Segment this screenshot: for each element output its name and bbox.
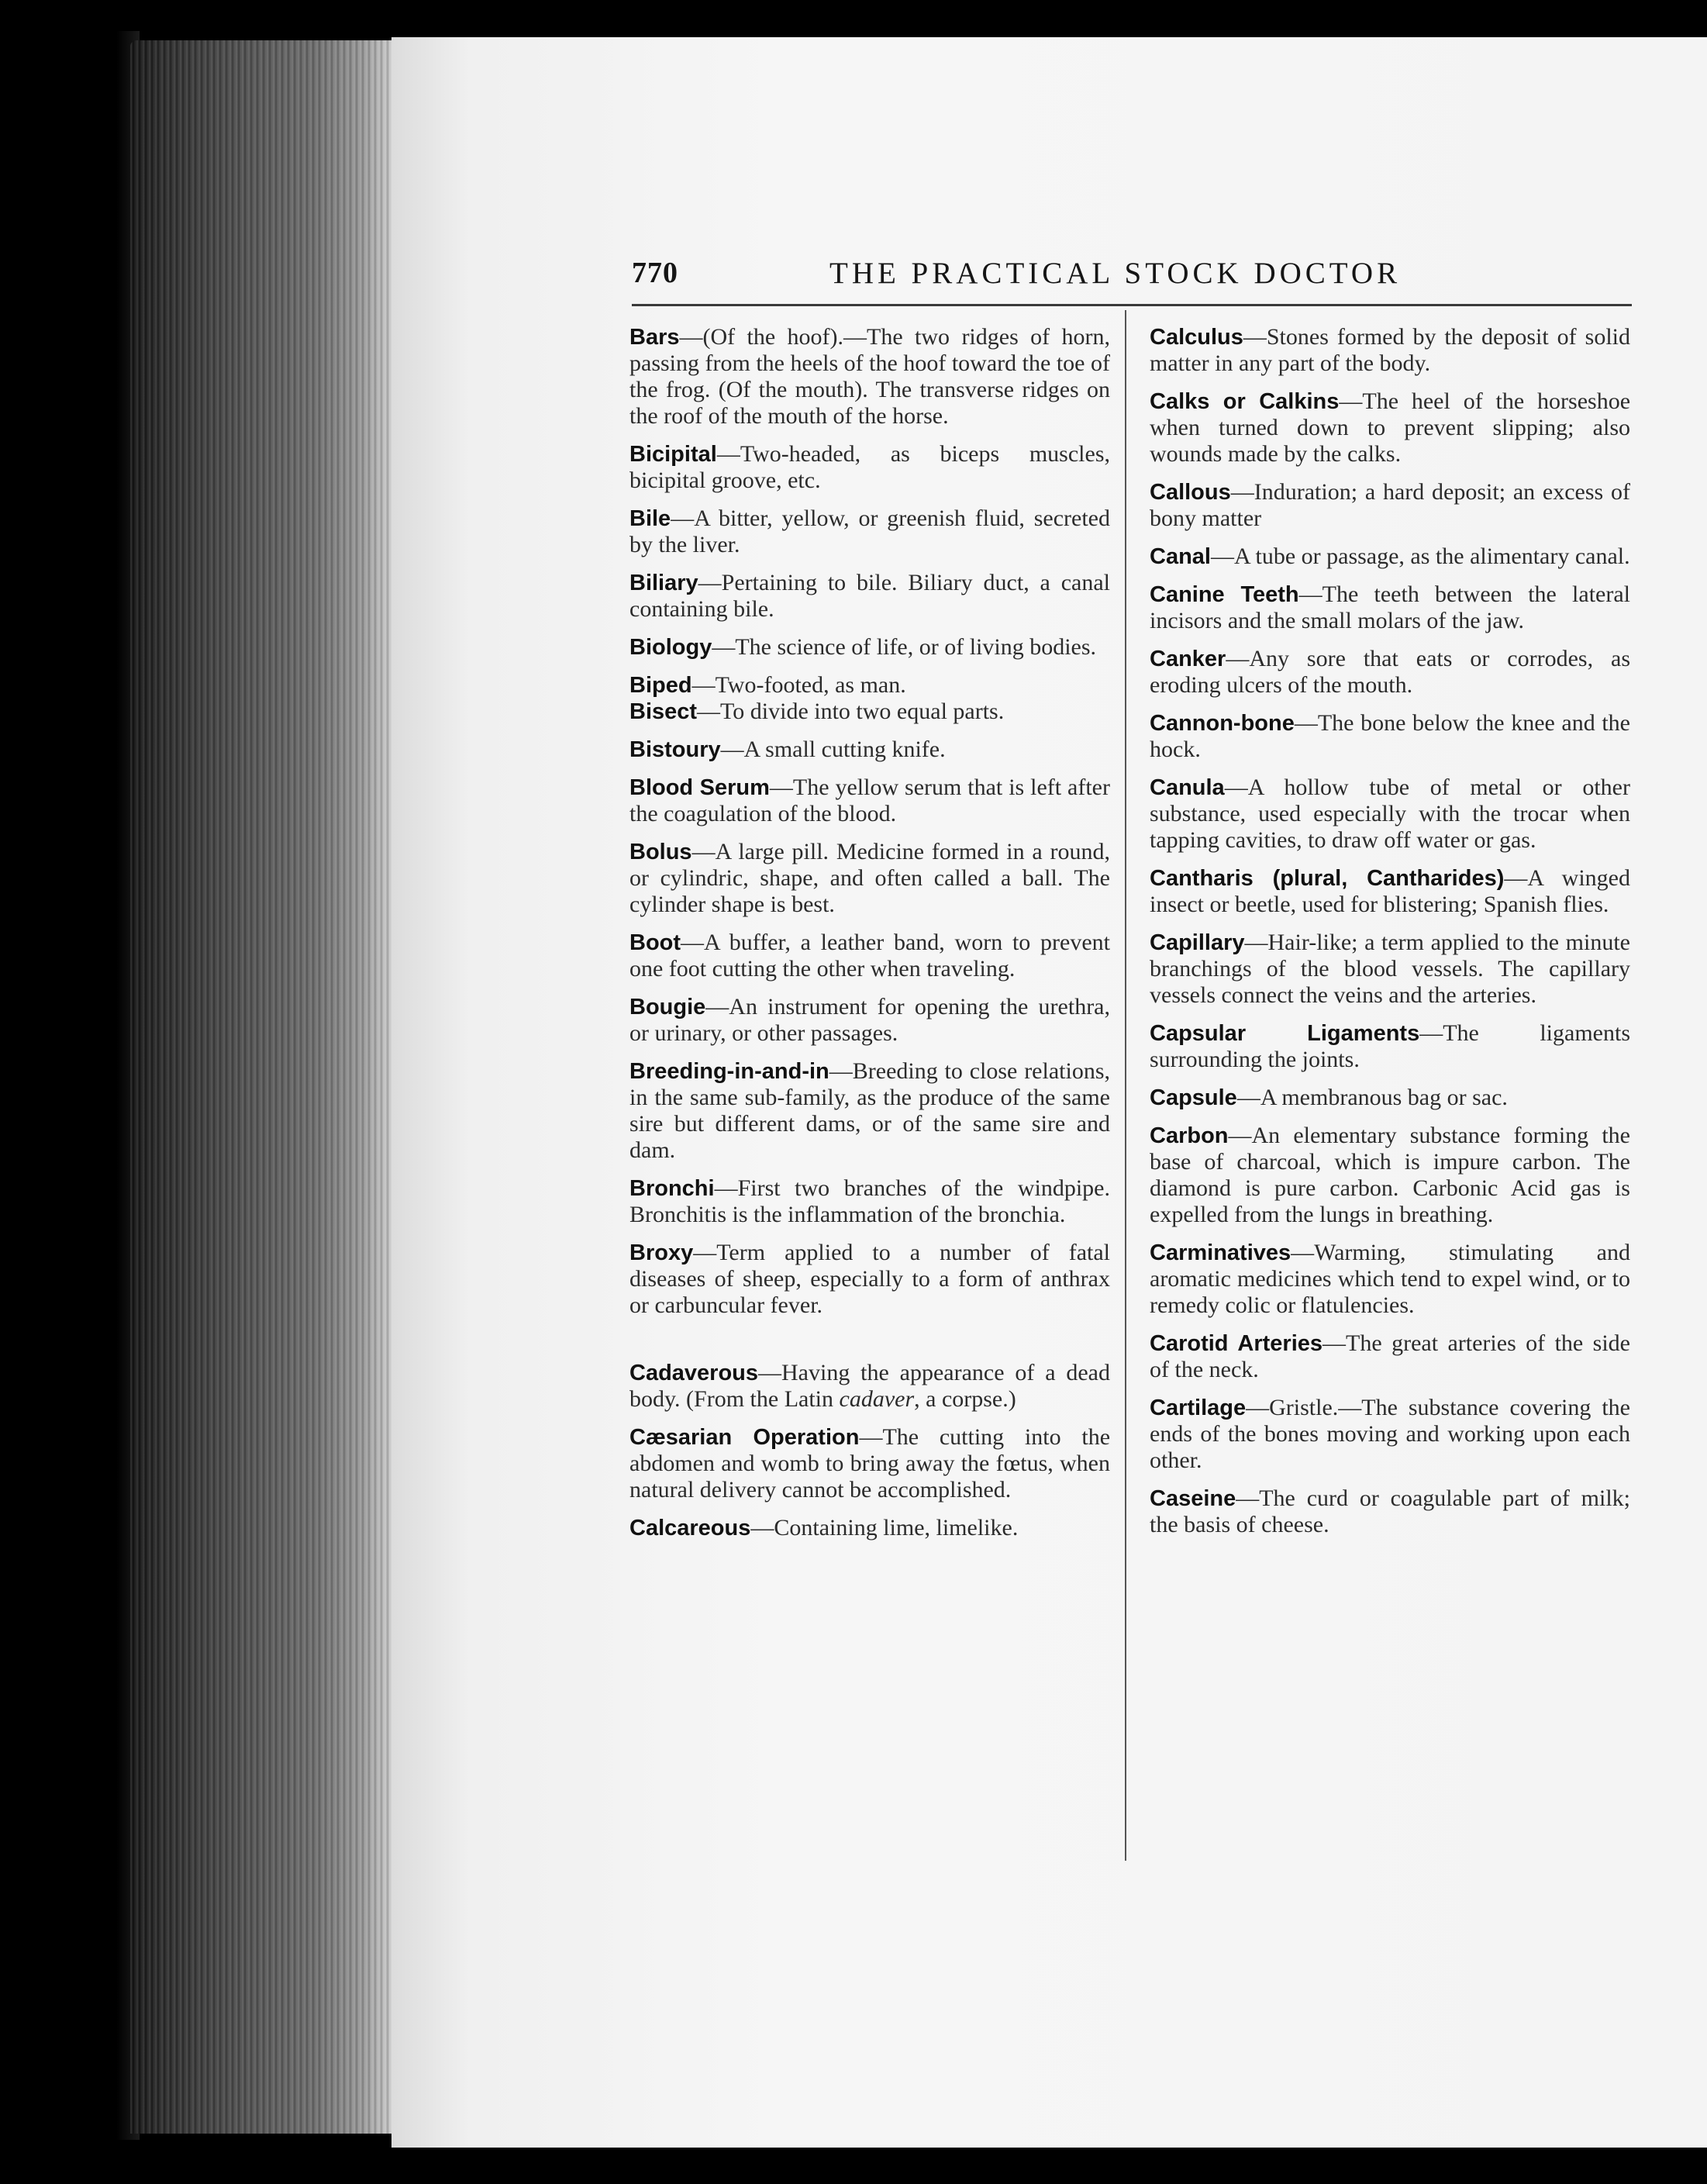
entry-definition: —An elementary substance forming the base of charcoal, which is impure carbon. The diamond is pure carbon. Carbonic Acid gas is expelled from the lungs in breathing. xyxy=(1150,1123,1630,1227)
entry-term: Broxy xyxy=(629,1240,694,1265)
entry-term: Cannon-bone xyxy=(1150,711,1295,736)
glossary-entry xyxy=(629,324,1110,430)
entry-definition: —Breeding to close relations, in the same sub-family, as the produce of the same sire but different dams, or of the same sire and dam. xyxy=(629,1058,1110,1163)
entry-term: Bolus xyxy=(629,840,692,864)
entry-term: Calculus xyxy=(1150,325,1243,350)
entry-term: Cæsarian Operation xyxy=(629,1425,860,1450)
entry-term: Calks or Calkins xyxy=(1150,389,1340,414)
entry-term: Carminatives xyxy=(1150,1240,1291,1265)
entry-definition: —Stones formed by the deposit of solid matter in any part of the body. xyxy=(1150,324,1630,376)
glossary-entry xyxy=(629,930,1110,982)
entry-term: Blood Serum xyxy=(629,775,770,800)
entry-term: Canine Teeth xyxy=(1150,582,1299,607)
entry-definition: —Two-headed, as biceps muscles, bicipital groove, etc. xyxy=(629,441,1110,493)
glossary-entry xyxy=(1150,930,1630,1009)
entry-definition: —The bone below the knee and the hock. xyxy=(1150,710,1630,762)
glossary-entry xyxy=(1150,1123,1630,1228)
entry-term: Bile xyxy=(629,506,671,531)
right-column xyxy=(1150,324,1630,1550)
glossary-entry xyxy=(629,1058,1110,1164)
glossary-entry xyxy=(1150,646,1630,699)
entry-definition: —Gristle.—The substance covering the ends of the bones moving and working upon each other. xyxy=(1150,1395,1630,1473)
entry-definition: —Any sore that eats or corrodes, as eroding ulcers of the mouth. xyxy=(1150,646,1630,698)
entry-definition: —A tube or passage, as the alimentary canal. xyxy=(1210,543,1630,569)
glossary-entry xyxy=(629,1360,1110,1413)
entry-definition: —Hair-like; a term applied to the minute branchings of the blood vessels. The capillary vessels connect the veins and the arteries. xyxy=(1150,930,1630,1008)
entry-term: Capsular Ligaments xyxy=(1150,1021,1420,1046)
entry-term: Calcareous xyxy=(629,1516,751,1541)
book-page-edges xyxy=(130,40,394,2134)
entry-definition: —The cutting into the abdomen and womb to bring away the fœtus, when natural delivery cannot be accomplished. xyxy=(629,1424,1111,1503)
entry-definition: —Pertaining to bile. Biliary duct, a canal containing bile. xyxy=(629,570,1110,622)
entry-definition: —A bitter, yellow, or greenish fluid, secreted by the liver. xyxy=(629,505,1110,557)
entry-definition: —To divide into two equal parts. xyxy=(697,699,1005,724)
entry-term: Cartilage xyxy=(1150,1396,1247,1420)
entry-term: Bars xyxy=(629,325,680,350)
glossary-entry xyxy=(1150,324,1630,377)
entry-definition: —A large pill. Medicine formed in a round, or cylindric, shape, and often called a ball. The cylinder shape is best. xyxy=(629,839,1110,917)
glossary-entry xyxy=(1150,1085,1630,1111)
entry-term: Breeding-in-and-in xyxy=(629,1059,829,1084)
entry-term: Bougie xyxy=(629,995,706,1020)
glossary-entry xyxy=(629,672,1110,699)
entry-definition: —Containing lime, limelike. xyxy=(750,1515,1019,1541)
entry-definition: —A winged insect or beetle, used for blistering; Spanish flies. xyxy=(1150,865,1630,917)
glossary-entry xyxy=(629,505,1110,558)
entry-term: Caseine xyxy=(1150,1486,1236,1511)
header-rule xyxy=(632,304,1632,306)
entry-definition: —An instrument for opening the urethra, or urinary, or other passages. xyxy=(629,994,1110,1046)
entry-definition: —Term applied to a number of fatal diseases of sheep, especially to a form of anthrax or carbuncular fever. xyxy=(629,1240,1110,1318)
entry-definition: —A buffer, a leather band, worn to prevent one foot cutting the other when traveling. xyxy=(629,930,1110,982)
glossary-entry xyxy=(629,699,1110,725)
entry-definition: —(Of the hoof).—The two ridges of horn, passing from the heels of the hoof toward the toe of the frog. (Of the mouth). The transverse ridges on the roof of the mouth of the horse. xyxy=(629,324,1110,429)
entry-definition: —Having the appearance of a dead body. (From the Latin cadaver, a corpse.) xyxy=(629,1360,1110,1412)
entry-definition: —The yellow serum that is left after the coagulation of the blood. xyxy=(629,775,1110,826)
glossary-entry xyxy=(629,775,1110,827)
entry-term: Capsule xyxy=(1150,1085,1237,1110)
column-divider xyxy=(1125,310,1126,1861)
entry-term: Biology xyxy=(629,635,712,660)
glossary-entry xyxy=(629,737,1110,763)
glossary-entry xyxy=(1150,1240,1630,1319)
entry-term: Canker xyxy=(1150,647,1226,671)
glossary-entry xyxy=(1150,775,1630,854)
entry-term: Canula xyxy=(1150,775,1225,800)
entry-term: Cadaverous xyxy=(629,1361,759,1385)
glossary-entry xyxy=(1150,1485,1630,1538)
glossary-entry xyxy=(629,634,1110,661)
entry-definition: —A membranous bag or sac. xyxy=(1236,1085,1508,1110)
entry-term: Bicipital xyxy=(629,442,717,467)
entry-definition: —The ligaments surrounding the joints. xyxy=(1150,1020,1630,1072)
glossary-entry xyxy=(1150,1020,1630,1073)
glossary-entry xyxy=(629,1424,1110,1503)
section-gap xyxy=(629,1330,1110,1360)
glossary-entry xyxy=(1150,1395,1630,1474)
glossary-entry xyxy=(1150,543,1630,570)
glossary-entry xyxy=(629,1515,1110,1541)
glossary-entry xyxy=(1150,479,1630,532)
glossary-entry xyxy=(1150,581,1630,634)
entry-definition: —Two-footed, as man. xyxy=(691,672,906,698)
page-number: 770 xyxy=(632,257,678,289)
entry-term: Biped xyxy=(629,673,692,698)
entry-definition: —A hollow tube of metal or other substance, used especially with the trocar when tapping cavities, to draw off water or gas. xyxy=(1150,775,1630,853)
glossary-entry xyxy=(629,441,1110,494)
entry-definition: —The curd or coagulable part of milk; the basis of cheese. xyxy=(1150,1485,1630,1537)
entry-definition: —Induration; a hard deposit; an excess of bony matter xyxy=(1150,479,1630,531)
entry-term: Bistoury xyxy=(629,737,721,762)
entry-term: Callous xyxy=(1150,480,1231,505)
glossary-entry xyxy=(629,1240,1110,1319)
glossary-entry xyxy=(1150,388,1630,468)
left-column xyxy=(629,324,1110,1553)
glossary-entry xyxy=(1150,1330,1630,1383)
entry-definition: —The heel of the horseshoe when turned down to prevent slipping; also wounds made by the calks. xyxy=(1150,388,1631,467)
glossary-entry xyxy=(1150,710,1630,763)
entry-term: Boot xyxy=(629,930,681,955)
glossary-entry xyxy=(629,1175,1110,1228)
entry-term: Bronchi xyxy=(629,1176,715,1201)
entry-definition: —First two branches of the windpipe. Bronchitis is the inflammation of the bronchia. xyxy=(629,1175,1110,1227)
entry-definition: —A small cutting knife. xyxy=(720,737,946,762)
entry-definition: —The great arteries of the side of the neck. xyxy=(1150,1330,1630,1382)
glossary-entry xyxy=(629,839,1110,918)
entry-term: Capillary xyxy=(1150,930,1245,955)
entry-definition: —The science of life, or of living bodies. xyxy=(712,634,1097,660)
page-header xyxy=(632,256,1707,295)
entry-term: Carbon xyxy=(1150,1123,1229,1148)
entry-term: Biliary xyxy=(629,571,698,595)
entry-term: Bisect xyxy=(629,699,698,724)
glossary-entry xyxy=(629,570,1110,623)
glossary-entry xyxy=(629,994,1110,1047)
entry-term: Carotid Arteries xyxy=(1150,1331,1323,1356)
running-title: THE PRACTICAL STOCK DOCTOR xyxy=(829,257,1402,290)
entry-term: Canal xyxy=(1150,544,1211,569)
entry-definition: —Warming, stimulating and aromatic medicines which tend to expel wind, or to remedy colic or flatulencies. xyxy=(1150,1240,1630,1318)
entry-definition: —The teeth between the lateral incisors and the small molars of the jaw. xyxy=(1150,581,1630,633)
entry-term: Cantharis (plural, Cantharides) xyxy=(1150,866,1505,891)
glossary-entry xyxy=(1150,865,1630,918)
